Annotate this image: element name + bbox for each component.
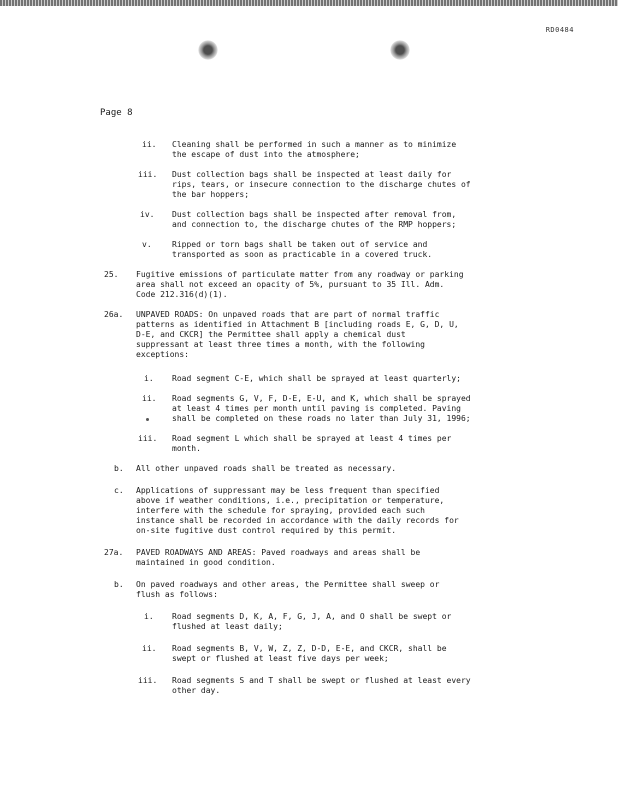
text-line: month. (172, 444, 201, 453)
page-label: Page 8 (100, 108, 133, 118)
item-number: c. (114, 486, 124, 495)
item-number: b. (114, 580, 124, 589)
scan-top-border (0, 0, 618, 6)
text-line: Code 212.316(d)(1). (136, 290, 228, 299)
text-line: Road segments S and T shall be swept or flushed at least every (172, 676, 471, 685)
text-line: All other unpaved roads shall be treated as necessary. (136, 464, 397, 473)
item-number: iii. (138, 434, 158, 443)
text-line: Applications of suppressant may be less frequent than specified (136, 486, 440, 495)
item-number: iii. (138, 170, 158, 179)
text-line: the escape of dust into the atmosphere; (172, 150, 360, 159)
text-line: at least 4 times per month until paving is completed. Paving (172, 404, 461, 413)
hole-punch-right (390, 40, 410, 60)
text-line: other day. (172, 686, 221, 695)
item-number: iii. (138, 676, 158, 685)
text-line: Dust collection bags shall be inspected after removal from, (172, 210, 457, 219)
text-line: suppressant at least three times a month, with the following (136, 340, 425, 349)
text-line: interfere with the schedule for spraying, provided each such (136, 506, 425, 515)
text-line: maintained in good condition. (136, 558, 276, 567)
item-number: ii. (142, 140, 157, 149)
text-line: Dust collection bags shall be inspected at least daily for (172, 170, 452, 179)
text-line: on-site fugitive dust control required by this permit. (136, 526, 397, 535)
text-line: Road segments D, K, A, F, G, J, A, and O shall be swept or (172, 612, 452, 621)
text-line: Fugitive emissions of particulate matter from any roadway or parking (136, 270, 464, 279)
text-line: transported as soon as practicable in a covered truck. (172, 250, 433, 259)
hole-punch-left (198, 40, 218, 60)
text-line: UNPAVED ROADS: On unpaved roads that are part of normal traffic (136, 310, 440, 319)
item-number: ii. (142, 394, 157, 403)
item-number: 27a. (104, 548, 124, 557)
text-line: swept or flushed at least five days per week; (172, 654, 389, 663)
item-number: iv. (140, 210, 155, 219)
text-line: Road segments G, V, F, D-E, E-U, and K, which shall be sprayed (172, 394, 471, 403)
text-line: Road segment C-E, which shall be sprayed at least quarterly; (172, 374, 461, 383)
text-line: the bar hoppers; (172, 190, 250, 199)
item-number: i. (144, 612, 154, 621)
text-line: PAVED ROADWAYS AND AREAS: Paved roadways and areas shall be (136, 548, 421, 557)
text-line: shall be completed on these roads no later than July 31, 1996; (172, 414, 471, 423)
text-line: patterns as identified in Attachment B [including roads E, G, D, U, (136, 320, 459, 329)
text-line: D-E, and CKCR] the Permittee shall apply a chemical dust (136, 330, 406, 339)
item-number: v. (142, 240, 152, 249)
item-number: 26a. (104, 310, 124, 319)
text-line: exceptions: (136, 350, 189, 359)
text-line: On paved roadways and other areas, the Permittee shall sweep or (136, 580, 440, 589)
text-line: area shall not exceed an opacity of 5%, pursuant to 35 Ill. Adm. (136, 280, 445, 289)
text-line: Road segments B, V, W, Z, Z, D-D, E-E, and CKCR, shall be (172, 644, 447, 653)
text-line: Ripped or torn bags shall be taken out of service and (172, 240, 428, 249)
item-number: 25. (104, 270, 119, 279)
text-line: rips, tears, or insecure connection to the discharge chutes of (172, 180, 471, 189)
margin-mark (146, 418, 149, 421)
text-line: above if weather conditions, i.e., precipitation or temperature, (136, 496, 445, 505)
text-line: Road segment L which shall be sprayed at least 4 times per (172, 434, 452, 443)
document-id: RD0484 (545, 26, 574, 34)
text-line: flush as follows: (136, 590, 218, 599)
text-line: and connection to, the discharge chutes of the RMP hoppers; (172, 220, 457, 229)
item-number: ii. (142, 644, 157, 653)
text-line: instance shall be recorded in accordance with the daily records for (136, 516, 459, 525)
text-line: flushed at least daily; (172, 622, 283, 631)
item-number: i. (144, 374, 154, 383)
text-line: Cleaning shall be performed in such a manner as to minimize (172, 140, 457, 149)
item-number: b. (114, 464, 124, 473)
